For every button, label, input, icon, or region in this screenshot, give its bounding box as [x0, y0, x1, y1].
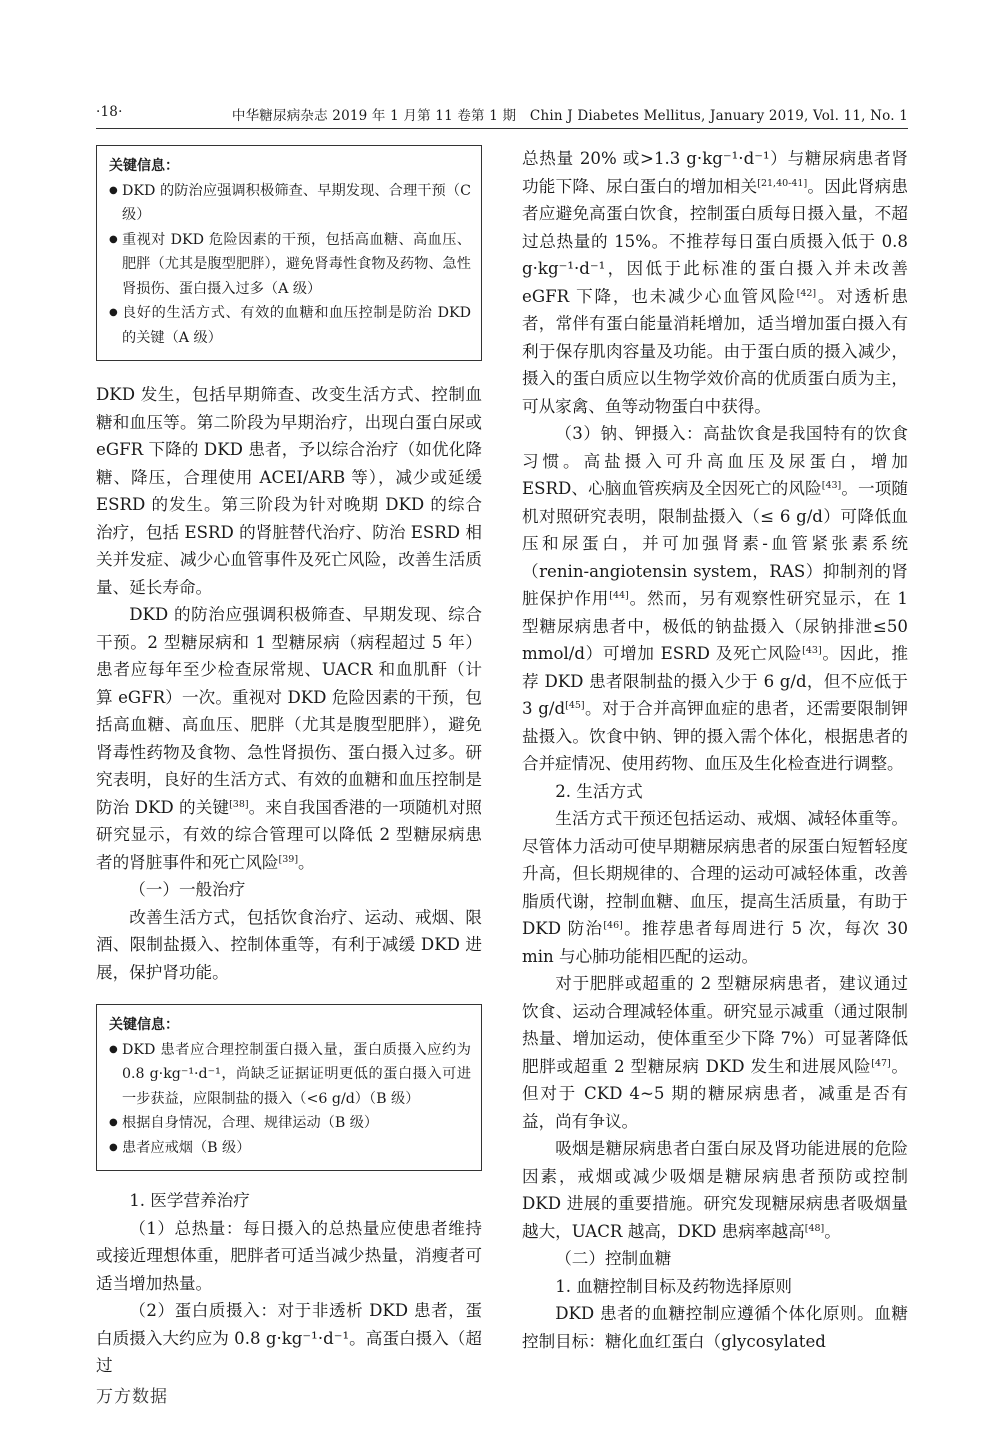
key-info-item: ● 患者应戒烟（B 级） [109, 1136, 471, 1161]
running-header [96, 104, 908, 128]
section-heading: （一）一般治疗 [129, 880, 246, 899]
key-info-item: ● DKD 患者应合理控制蛋白摄入量，蛋白质摄入应约为 0.8 g·kg⁻¹·d⁻¹，尚缺乏证据证明更低的蛋白摄入可进一步获益，应限制盐的摄入（<6 g/d）（B 级） [109, 1038, 471, 1112]
key-info-title: 关键信息： [109, 158, 179, 174]
citation-ref: [43] [821, 480, 842, 491]
section-heading: （二）控制血糖 [555, 1249, 672, 1268]
key-info-item: ● 重视对 DKD 危险因素的干预，包括高血糖、高血压、肥胖（尤其是腹型肥胖），避免肾毒性食物及药物、急性肾损伤、蛋白摄入过多（A 级） [109, 228, 471, 302]
citation-ref: [42] [796, 287, 817, 299]
watermark-text: 万方数据 [96, 1387, 168, 1407]
citation-ref: [48] [804, 1222, 825, 1234]
citation-ref: [21,40-41] [757, 177, 808, 189]
body-paragraph: 总热量 20% 或>1.3 g·kg⁻¹·d⁻¹）与糖尿病患者肾功能下降、尿白蛋白的增加相关[21,40-41]。因此肾病患者应避免高蛋白饮食，控制蛋白质每日摄入量，不超过总热量的 15%。不推荐每日蛋白质摄入低于 0.8 g·kg⁻¹·d⁻¹，因低于此标准的蛋白摄入并未改善 eGFR 下降，也未减少心血管风险[42]。对透析患者，常伴有蛋白能量消耗增加，适当增加蛋白摄入有利于保存肌肉容量及功能。由于蛋白质的摄入减少，摄入的蛋白质应以生物学效价高的优质蛋白质为主，可从家禽、鱼等动物蛋白中获得。 [522, 149, 909, 416]
key-info-item: ● 良好的生活方式、有效的血糖和血压控制是防治 DKD 的关键（A 级） [109, 301, 471, 350]
subsection-heading: 1. 医学营养治疗 [129, 1191, 250, 1210]
key-info-title: 关键信息： [109, 1017, 179, 1033]
body-paragraph: （3）钠、钾摄入：高盐饮食是我国特有的饮食习惯。高盐摄入可升高血压及尿蛋白，增加 ESRD、心脑血管疾病及全因死亡的风险[43]。一项随机对照研究表明，限制盐摄入（≤ 6 g/d）可降低血压和尿蛋白，并可加强肾素-血管紧张素系统（renin-angiotensin system，RAS）抑制剂的肾脏保护作用[44]。然而，另有观察性研究显示，在 1 型糖尿病患者中，极低的钠盐摄入（尿钠排泄≤50 mmol/d）可增加 ESRD 及死亡风险[43]。因此，推荐 DKD 患者限制盐的摄入少于 6 g/d，但不应低于 3 g/d[45]。对于合并高钾血症的患者，还需要限制钾盐摄入。饮食中钠、钾的摄入需个体化，根据患者的合并症情况、使用药物、血压及生化检查进行调整。 [522, 424, 909, 773]
key-info-box-2 [96, 1004, 482, 1171]
body-paragraph: 吸烟是糖尿病患者白蛋白尿及肾功能进展的危险因素，戒烟或减少吸烟是糖尿病患者预防或控制 DKD 进展的重要措施。研究发现糖尿病患者吸烟量越大，UACR 越高，DKD 患病率越高[48]。 [522, 1139, 908, 1241]
page-number: ·18· [96, 104, 123, 120]
citation-ref: [38] [229, 798, 249, 810]
body-paragraph: 改善生活方式，包括饮食治疗、运动、戒烟、限酒、限制盐摄入、控制体重等，有利于减缓 DKD 进展，保护肾功能。 [96, 907, 482, 982]
citation-ref: [47] [871, 1057, 891, 1069]
citation-ref: [43] [802, 645, 822, 656]
body-paragraph: DKD 的防治应强调积极筛查、早期发现、综合干预。2 型糖尿病和 1 型糖尿病（病程超过 5 年）患者应每年至少检查尿常规、UACR 和血肌酐（计算 eGFR）一次。重视对 DKD 危险因素的干预，包括高血糖、高血压、肥胖（尤其是腹型肥胖），避免肾毒性药物及食物、急性肾损伤、蛋白摄入过多。研究表明，良好的生活方式、有效的血糖和血压控制是防治 DKD 的关键[38]。来自我国香港的一项随机对照研究显示，有效的综合管理可以降低 2 型糖尿病患者的肾脏事件和死亡风险[39]。 [96, 605, 482, 872]
citation-ref: [45] [565, 700, 585, 711]
body-paragraph: 生活方式干预还包括运动、戒烟、减轻体重等。尽管体力活动可使早期糖尿病患者的尿蛋白短暂轻度升高，但长期规律的、合理的运动可减轻体重，改善脂质代谢，控制血糖、血压，提高生活质量，有助于 DKD 防治[46]。推荐患者每周进行 5 次，每次 30 min 与心肺功能相匹配的运动。 [522, 809, 909, 966]
key-info-item: ● DKD 的防治应强调积极筛查、早期发现、合理干预（C 级） [109, 179, 471, 228]
body-paragraph: （1）总热量：每日摄入的总热量应使患者维持或接近理想体重，肥胖者可适当减少热量，消瘦者可适当增加热量。 [96, 1218, 482, 1293]
citation-ref: [46] [603, 920, 623, 931]
subsection-heading: 1. 血糖控制目标及药物选择原则 [555, 1276, 793, 1296]
subsection-heading: 2. 生活方式 [555, 781, 643, 801]
body-paragraph: 对于肥胖或超重的 2 型糖尿病患者，建议通过饮食、运动合理减轻体重。研究显示减重（通过限制热量、增加运动，使体重至少下降 7%）可显著降低肥胖或超重 2 型糖尿病 DKD 发生和进展风险[47]。但对于 CKD 4~5 期的糖尿病患者，减重是否有益，尚有争议。 [522, 974, 908, 1131]
header-rule [96, 128, 908, 129]
journal-citation: 中华糖尿病杂志 2019 年 1 月第 11 卷第 1 期 Chin J Diabetes Mellitus, January 2019, Vol. 11, No. 1 [231, 108, 908, 124]
citation-ref: [39] [278, 853, 299, 865]
body-paragraph: （2）蛋白质摄入：对于非透析 DKD 患者，蛋白质摄入大约应为 0.8 g·kg⁻¹·d⁻¹。高蛋白摄入（超过 [96, 1301, 482, 1375]
left-column [96, 145, 482, 1380]
key-info-box-1 [96, 145, 482, 361]
key-info-item: ● 根据自身情况，合理、规律运动（B 级） [109, 1111, 471, 1136]
right-column [522, 145, 908, 1355]
body-paragraph: DKD 患者的血糖控制应遵循个体化原则。血糖控制目标：糖化血红蛋白（glycosylated [522, 1304, 908, 1351]
citation-ref: [44] [609, 590, 629, 601]
body-paragraph: DKD 发生，包括早期筛查、改变生活方式、控制血糖和血压等。第二阶段为早期治疗，出现白蛋白尿或 eGFR 下降的 DKD 患者，予以综合治疗（如优化降糖、降压，合理使用 ACEI/ARB 等），减少或延缓 ESRD 的发生。第三阶段为针对晚期 DKD 的综合治疗，包括 ESRD 的肾脏替代治疗、防治 ESRD 相关并发症、减少心血管事件及死亡风险，改善生活质量、延长寿命。 [96, 385, 482, 597]
